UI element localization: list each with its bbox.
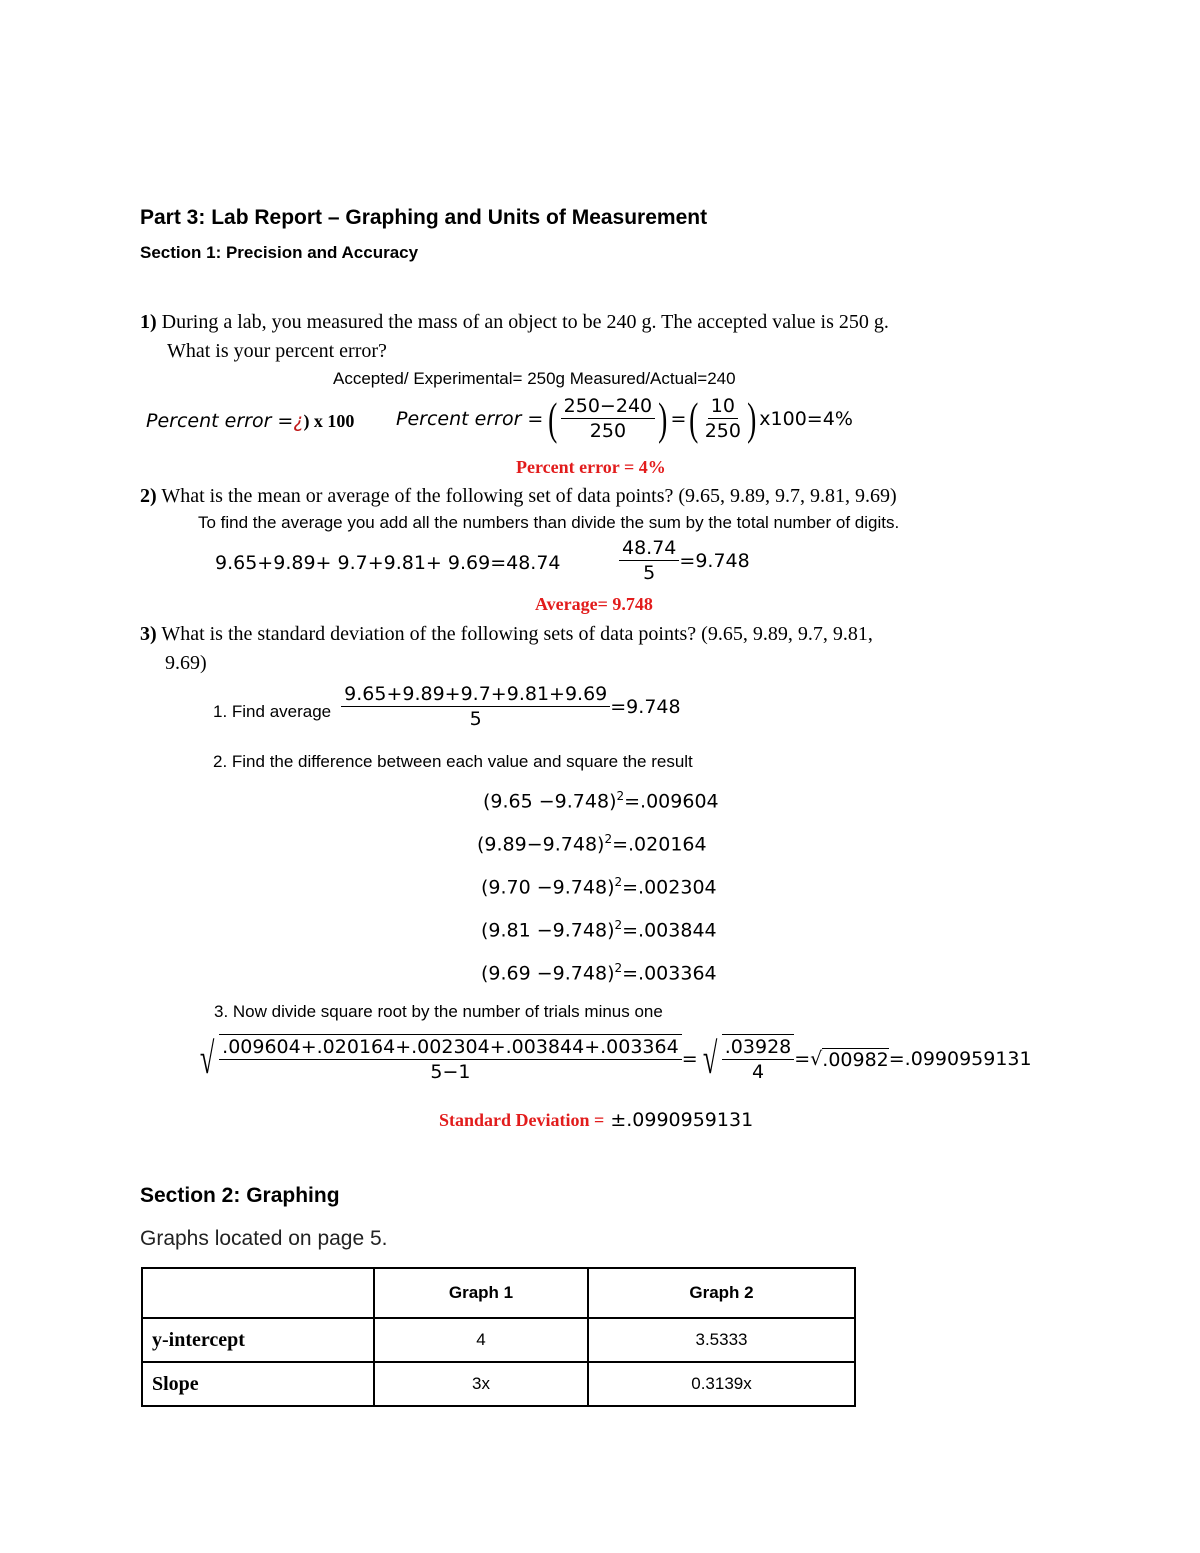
radical-icon: √ <box>810 1048 823 1070</box>
difference-result: =.009604 <box>624 790 719 813</box>
sqrt-1-numerator: .009604+.020164+.002304+.003844+.003364 <box>219 1035 682 1060</box>
radical-icon: √ <box>199 1034 215 1083</box>
difference-row <box>481 875 717 898</box>
table-cell-graph-2: 3.5333 <box>588 1318 855 1362</box>
average-numerator: 48.74 <box>619 536 679 561</box>
section-2-heading: Section 2: Graphing <box>140 1184 340 1207</box>
formula-label: Percent error = <box>146 410 294 432</box>
difference-row <box>483 789 719 812</box>
calc-equals: = <box>670 407 687 430</box>
difference-exponent: 2 <box>614 961 623 975</box>
standard-deviation-calculation <box>195 1034 1032 1084</box>
difference-base: (9.89−9.748) <box>477 833 605 856</box>
difference-row <box>481 918 717 941</box>
difference-exponent: 2 <box>614 918 623 932</box>
difference-exponent: 2 <box>614 875 623 889</box>
difference-exponent: 2 <box>616 789 625 803</box>
question-2-explanation: To find the average you add all the numbers than divide the sum by the total number of digits. <box>198 513 900 532</box>
sqrt-2-fraction <box>722 1034 794 1084</box>
table-cell-graph-2: 0.3139x <box>588 1362 855 1406</box>
question-1-text-line2: What is your percent error? <box>167 340 387 362</box>
difference-base: (9.70 −9.748) <box>481 876 615 899</box>
sqrt-1-fraction <box>219 1034 682 1084</box>
sqrt-2-denominator: 4 <box>751 1061 765 1083</box>
step-1-fraction <box>341 682 610 731</box>
graph-results-table <box>141 1267 856 1407</box>
sqrt-1-denominator: 5−1 <box>430 1061 471 1083</box>
fraction-1-denominator: 250 <box>589 420 627 442</box>
question-3-text-line2: 9.69) <box>165 652 207 674</box>
answer-standard-deviation <box>439 1109 753 1131</box>
difference-result: =.003844 <box>622 919 717 942</box>
answer-average: Average= 9.748 <box>535 594 653 614</box>
difference-base: (9.81 −9.748) <box>481 919 615 942</box>
question-1-given: Accepted/ Experimental= 250g Measured/Actual=240 <box>333 369 736 388</box>
table-header-graph-1: Graph 1 <box>374 1268 588 1318</box>
question-2-number: 2) <box>140 485 157 507</box>
section-1-heading: Section 1: Precision and Accuracy <box>140 243 419 262</box>
average-fraction <box>619 536 679 585</box>
fraction-2 <box>702 394 744 443</box>
calc-label: Percent error = <box>396 407 544 430</box>
sd-equals-1: = <box>681 1048 698 1070</box>
radical-icon: √ <box>702 1034 717 1083</box>
step-1-label: 1. Find average <box>213 701 332 721</box>
question-1 <box>140 308 889 336</box>
difference-base: (9.65 −9.748) <box>483 790 617 813</box>
question-1-number: 1) <box>140 311 157 333</box>
question-2 <box>140 482 897 510</box>
question-1-text: During a lab, you measured the mass of an object to be 240 g. The accepted value is 250 g. <box>161 311 889 333</box>
fraction-2-denominator: 250 <box>704 420 741 442</box>
answer-percent-error: Percent error = 4% <box>516 457 666 477</box>
sqrt-1 <box>195 1034 682 1084</box>
question-3-number: 3) <box>140 623 157 645</box>
table-row-label: Slope <box>142 1362 374 1406</box>
question-3-text: What is the standard deviation of the following sets of data points? (9.65, 9.89, 9.7, 9.81, <box>161 623 873 645</box>
section-2-note: Graphs located on page 5. <box>140 1227 388 1250</box>
step-1 <box>213 682 681 731</box>
formula-glyph: ¿ <box>293 410 304 432</box>
table-row <box>142 1362 855 1406</box>
calc-result: x100=4% <box>759 407 853 430</box>
table-header-row <box>142 1268 855 1318</box>
sd-final-result: =.0990959131 <box>888 1048 1032 1070</box>
step-1-numerator: 9.65+9.89+9.7+9.81+9.69 <box>341 682 610 707</box>
sum-equation: 9.65+9.89+ 9.7+9.81+ 9.69=48.74 <box>215 552 561 574</box>
average-equation <box>619 536 750 585</box>
fraction-2-numerator: 10 <box>708 394 738 419</box>
sd-equals-2: = <box>794 1048 811 1070</box>
difference-result: =.003364 <box>622 962 717 985</box>
table-cell-graph-1: 4 <box>374 1318 588 1362</box>
answer-sd-label: Standard Deviation = <box>439 1110 605 1130</box>
step-1-denominator: 5 <box>469 708 482 730</box>
table-cell-graph-1: 3x <box>374 1362 588 1406</box>
difference-row <box>481 961 717 984</box>
percent-error-calculation: Percent error = ( $\frac{250-240}{250}$ ) = ( $\frac{10}{250}$ ) x100=4% <box>396 392 853 444</box>
table-header-empty <box>142 1268 374 1318</box>
average-denominator: 5 <box>643 562 656 584</box>
difference-result: =.020164 <box>612 833 707 856</box>
table-row <box>142 1318 855 1362</box>
percent-error-formula <box>146 410 354 432</box>
fraction-1-numerator: 250−240 <box>561 394 655 419</box>
answer-sd-value: ±.0990959131 <box>604 1109 754 1131</box>
sqrt-3-inner: .00982 <box>822 1048 889 1071</box>
average-result: =9.748 <box>679 549 750 572</box>
difference-base: (9.69 −9.748) <box>481 962 615 985</box>
table-header-graph-2: Graph 2 <box>588 1268 855 1318</box>
question-2-text: What is the mean or average of the following set of data points? (9.65, 9.89, 9.7, 9.81, 9.69) <box>161 485 897 507</box>
difference-row <box>477 832 707 855</box>
fraction-1 <box>561 394 655 443</box>
formula-tail: ) x 100 <box>303 411 355 431</box>
difference-exponent: 2 <box>604 832 613 846</box>
question-3 <box>140 620 873 648</box>
sqrt-2 <box>698 1034 795 1084</box>
sqrt-2-numerator: .03928 <box>722 1035 794 1060</box>
step-1-result: =9.748 <box>610 695 681 718</box>
table-row-label: y-intercept <box>142 1318 374 1362</box>
difference-result: =.002304 <box>622 876 717 899</box>
page-title: Part 3: Lab Report – Graphing and Units of Measurement <box>140 206 708 229</box>
step-2-label: 2. Find the difference between each value and square the result <box>213 752 693 771</box>
step-3-label: 3. Now divide square root by the number of trials minus one <box>214 1002 663 1021</box>
